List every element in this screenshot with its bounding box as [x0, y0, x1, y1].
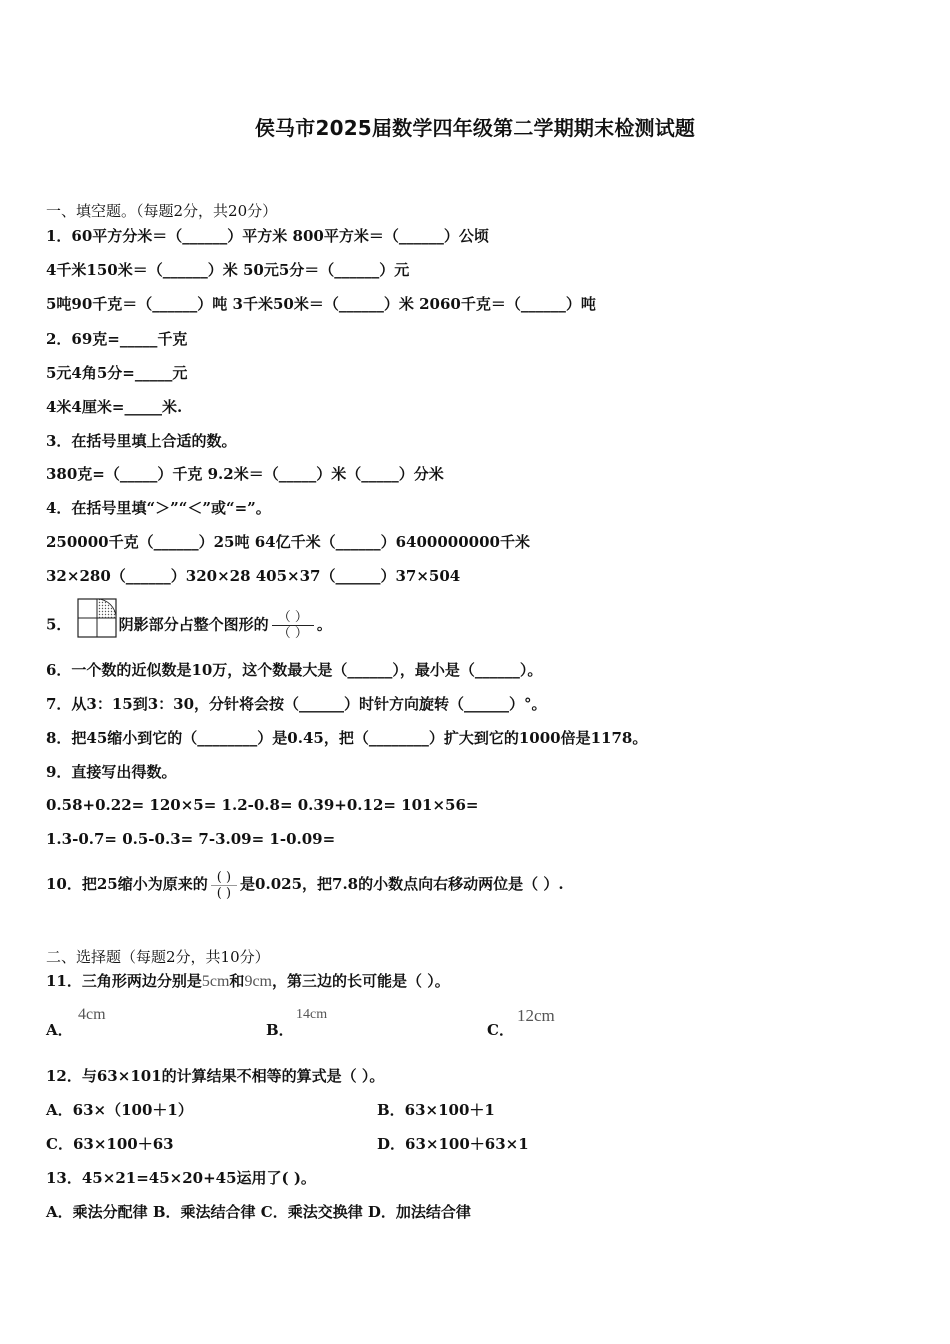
- q12-option-b: B．63×100＋1: [377, 1101, 495, 1119]
- quarter-shaded-square-icon: [77, 598, 117, 653]
- q5-text: 阴影部分占整个图形的: [118, 615, 269, 634]
- q5-frac-numerator: （ ）: [272, 610, 314, 626]
- q10-frac-denominator: ( ): [216, 885, 232, 901]
- page-title: 侯马市2025届数学四年级第二学期期末检测试题: [254, 116, 696, 140]
- q11-option-a-label: A．: [46, 1021, 73, 1039]
- q5-end: 。: [316, 615, 332, 634]
- q5-fraction: [272, 610, 314, 641]
- q11-option-b-label: B．: [266, 1021, 294, 1039]
- q12-option-a: A．63×（100＋1）: [46, 1101, 193, 1119]
- q11-mid: 和: [229, 972, 245, 990]
- q12-prompt: 12．与63×101的计算结果不相等的算式是（ ）。: [46, 1067, 385, 1085]
- q11-prompt: [46, 971, 450, 992]
- q4-line1: 250000千克（______）25吨 64亿千米（______）6400000000千米: [46, 533, 530, 551]
- section2-header: 二、选择题（每题2分，共10分）: [46, 948, 270, 966]
- q5-frac-denominator: （ ）: [277, 626, 308, 641]
- q11-option-a-value: 4cm: [78, 1006, 106, 1023]
- q2-line1: 2．69克=_____千克: [46, 330, 188, 348]
- q4-prompt: 4．在括号里填“＞”“＜”或“=”。: [46, 499, 271, 517]
- q10-post: 是0.025，把7.8的小数点向右移动两位是（ ）.: [240, 875, 564, 893]
- q3-prompt: 3．在括号里填上合适的数。: [46, 432, 237, 450]
- q9-line2: 1.3-0.7= 0.5-0.3= 7-3.09= 1-0.09=: [46, 830, 336, 848]
- q6: 6．一个数的近似数是10万，这个数最大是（______），最小是（______）。: [46, 661, 543, 679]
- q1-line3: 5吨90千克＝（______）吨 3千米50米＝（______）米 2060千克＝（______）吨: [46, 295, 596, 313]
- q13-prompt: 13．45×21=45×20+45运用了( )。: [46, 1169, 316, 1187]
- q5: [46, 598, 332, 653]
- q10: [46, 866, 564, 902]
- q10-frac-numerator: ( ): [211, 870, 237, 886]
- q10-fraction: [211, 870, 237, 901]
- q10-pre: 10．把25缩小为原来的: [46, 875, 208, 893]
- q12-option-c: C．63×100＋63: [46, 1135, 174, 1153]
- q3-line1: 380克=（_____）千克 9.2米＝（_____）米（_____）分米: [46, 465, 444, 483]
- q2-line3: 4米4厘米=_____米.: [46, 398, 183, 416]
- q5-number: 5．: [46, 615, 72, 634]
- q1-line1: 1．60平方分米＝（______）平方米 800平方米＝（______）公顷: [46, 227, 489, 245]
- q12-option-d: D．63×100＋63×1: [377, 1135, 529, 1153]
- q11-side1: 5cm: [201, 973, 230, 990]
- q11-option-c-label: C．: [487, 1021, 514, 1039]
- section1-header: 一、填空题。（每题2分，共20分）: [46, 202, 278, 220]
- q1-line2: 4千米150米＝（______）米 50元5分＝（______）元: [46, 261, 410, 279]
- q11-post: ，第三边的长可能是（ ）。: [271, 972, 450, 990]
- q8: 8．把45缩小到它的（________）是0.45，把（________）扩大到它的1000倍是1178。: [46, 729, 648, 747]
- q13-options: A．乘法分配律 B．乘法结合律 C．乘法交换律 D．加法结合律: [46, 1203, 471, 1221]
- q9-prompt: 9．直接写出得数。: [46, 763, 177, 781]
- q11-side2: 9cm: [244, 973, 272, 990]
- q7: 7．从3：15到3：30，分针将会按（______）时针方向旋转（______）°。: [46, 695, 547, 713]
- q11-pre: 11．三角形两边分别是: [46, 972, 202, 990]
- q11-option-c-value: 12cm: [517, 1006, 555, 1025]
- q11-option-b-value: 14cm: [296, 1007, 328, 1022]
- q2-line2: 5元4角5分=_____元: [46, 364, 188, 382]
- q9-line1: 0.58+0.22= 120×5= 1.2-0.8= 0.39+0.12= 101×56=: [46, 796, 479, 814]
- q4-line2: 32×280（______）320×28 405×37（______）37×504: [46, 567, 461, 585]
